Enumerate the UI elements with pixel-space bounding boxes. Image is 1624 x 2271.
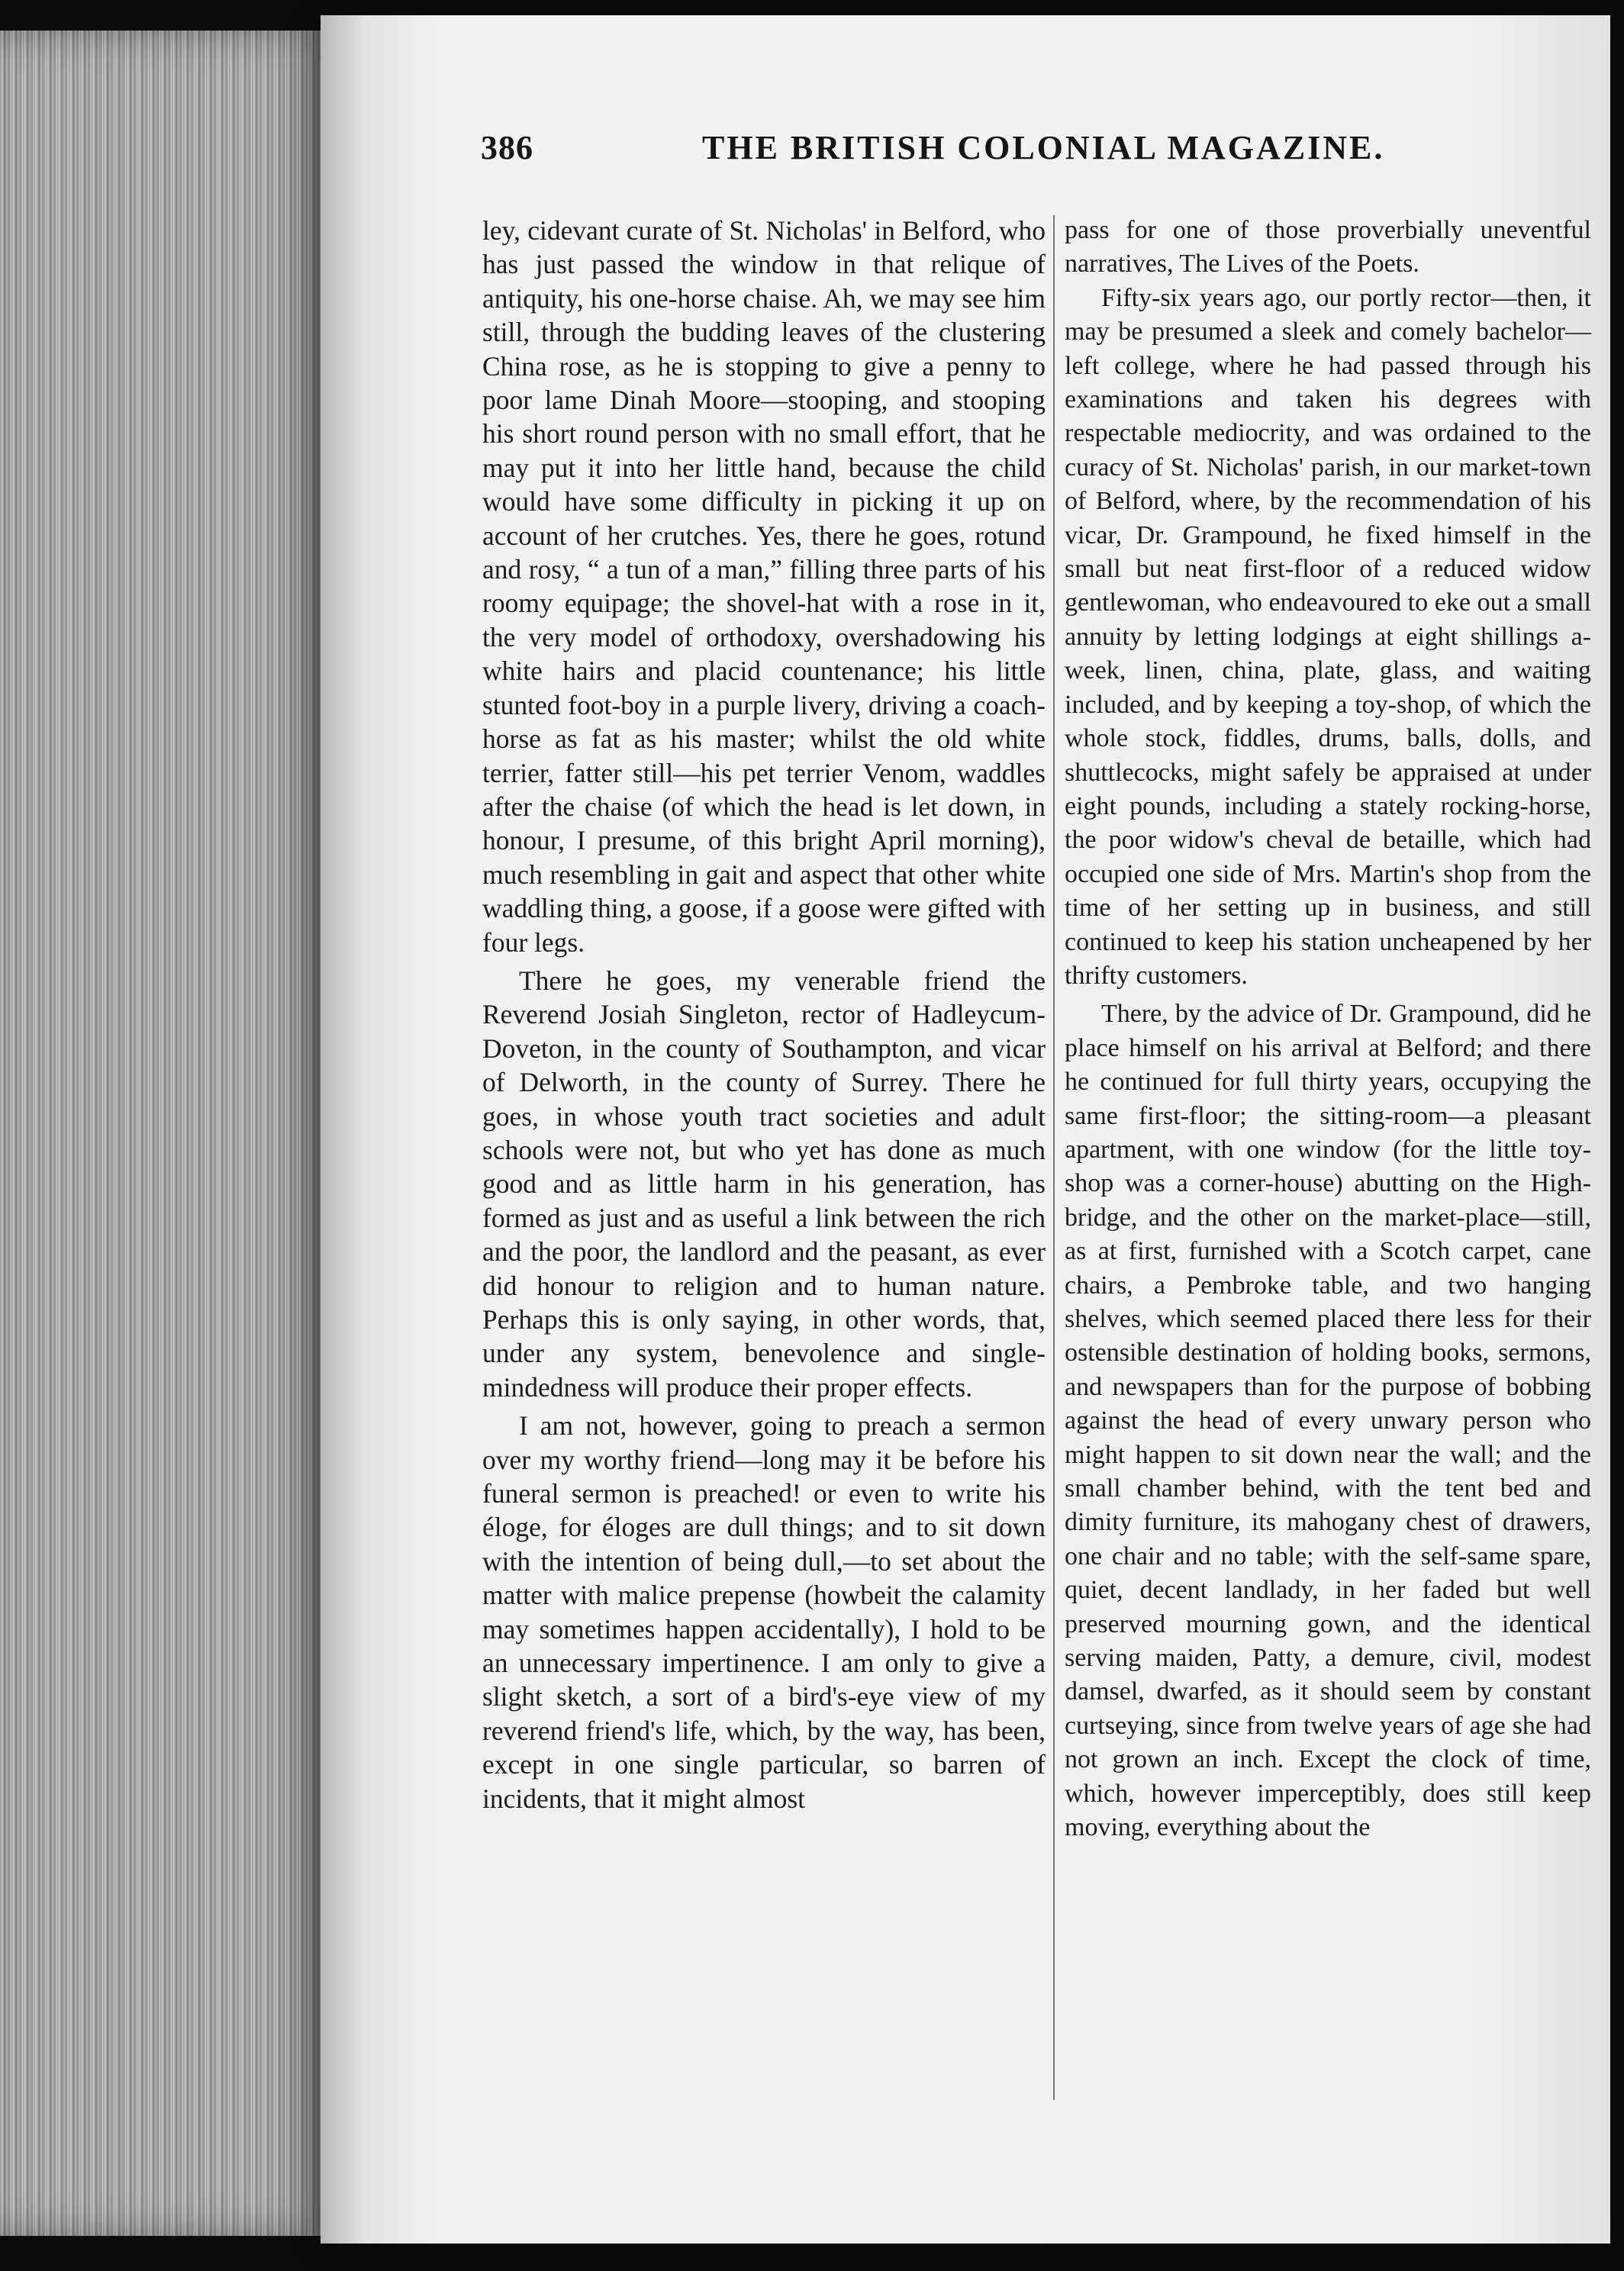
page-header (481, 128, 1385, 197)
paragraph: I am not, however, going to preach a sermon over my worthy friend—long may it be before his funeral sermon is preached! or even to write his éloge, for éloges are dull things; and to sit down with the intention of being dull,—to set about the matter with malice prepense (howbeit the calamity may sometimes happen accidentally), I hold to be an unnecessary impertinence. I am only to give a slight sketch, a sort of a bird's-eye view of my reverend friend's life, which, by the way, has been, except in one single particular, so barren of incidents, that it might almost (482, 1410, 1046, 1814)
paragraph: There, by the advice of Dr. Grampound, did he place himself on his arrival at Belford; and there he continued for full thirty years, occupying the same first-floor; the sitting-room—a pleasant apartment, with one window (for the little toy-shop was a corner-house) abutting on the High-bridge, and the other on the market-place—still, as at first, furnished with a Scotch carpet, cane chairs, a Pembroke table, and two hanging shelves, which seemed placed there less for their ostensible destination of holding books, sermons, and newspapers than for the purpose of bobbing against the head of every unwary person who might happen to sit down near the wall; and the small chamber behind, with the tent bed and dimity furniture, its mahogany chest of drawers, one chair and no table; with the self-same spare, quiet, decent landlady, in her faded but well preserved mourning gown, and the identical serving maiden, Patty, a demure, civil, modest damsel, dwarfed, as it should seem by constant curtseying, since from twelve years of age she had not grown an inch. Except the clock of time, which, however imperceptibly, does still keep moving, everything about the (1065, 1000, 1591, 1842)
right-column (1065, 214, 1591, 1845)
paragraph: There he goes, my venerable friend the Reverend Josiah Singleton, rector of Hadleycum-Doveton, in the county of Southampton, and vicar of Delworth, in the county of Surrey. There he goes, in whose youth tract societies and adult schools were not, but who yet has done as much good and as little harm in his generation, has formed as just and as useful a link between the rich and the poor, the landlord and the peasant, as ever did honour to religion and to human nature. Perhaps this is only saying, in other words, that, under any system, benevolence and single-mindedness will produce their proper effects. (482, 965, 1046, 1403)
book-page-edges (0, 31, 328, 2236)
column-divider (1053, 215, 1055, 2100)
paragraph: pass for one of those proverbially uneventful narratives, The Lives of the Poets. (1065, 216, 1591, 279)
paragraph: ley, cidevant curate of St. Nicholas' in Belford, who has just passed the window in that relique of antiquity, his one-horse chaise. Ah, we may see him still, through the budding leaves of the clustering China rose, as he is stopping to give a penny to poor lame Dinah Moore—stooping, and stooping his short round person with no small effort, that he may put it into her little hand, because the child would have some difficulty in picking it up on account of her crutches. Yes, there he goes, rotund and rosy, “ a tun of a man,” filling three parts of his roomy equipage; the shovel-hat with a rose in it, the very model of orthodoxy, overshadowing his white hairs and placid countenance; his little stunted foot-boy in a purple livery, driving a coach-horse as fat as his master; whilst the old white terrier, fatter still—his pet terrier Venom, waddles after the chaise (of which the head is let down, in honour, I presume, of this bright April morning), much resembling in gait and aspect that other white waddling thing, a goose, if a goose were gifted with four legs. (482, 215, 1046, 958)
left-column (482, 214, 1046, 1815)
page-number: 386 (481, 129, 533, 166)
running-head: THE BRITISH COLONIAL MAGAZINE. (702, 129, 1385, 166)
paragraph: Fifty-six years ago, our portly rector—then, it may be presumed a sleek and comely bachelor—left college, where he had passed through his examinations and taken his degrees with respectable mediocrity, and was ordained to the curacy of St. Nicholas' parish, in our market-town of Belford, where, by the recommendation of his vicar, Dr. Grampound, he fixed himself in the small but neat first-floor of a reduced widow gentlewoman, who endeavoured to eke out a small annuity by letting lodgings at eight shillings a-week, linen, china, plate, glass, and waiting included, and by keeping a toy-shop, of which the whole stock, fiddles, drums, balls, dolls, and shuttlecocks, might safely be appraised at under eight pounds, including a stately rocking-horse, the poor widow's cheval de betaille, which had occupied one side of Mrs. Martin's shop from the time of her setting up in business, and still continued to keep his station uncheapened by her thrifty customers. (1065, 283, 1591, 990)
